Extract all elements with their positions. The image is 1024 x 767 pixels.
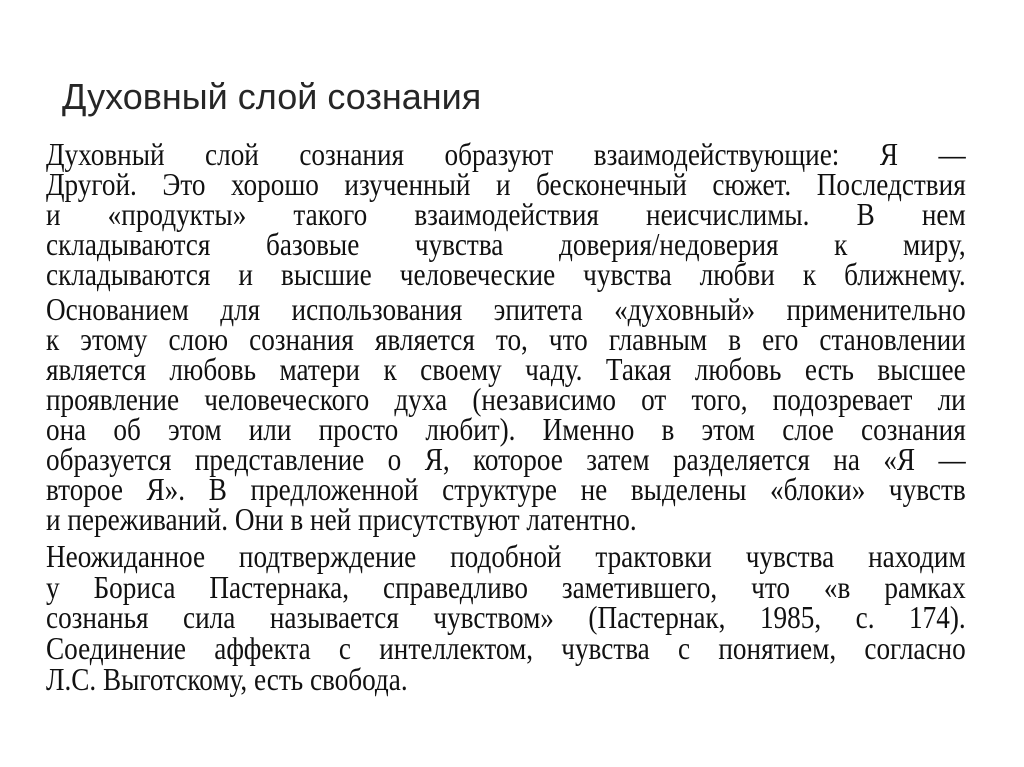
text-line: складываются базовые чувства доверия/недоверия к миру, xyxy=(46,226,966,262)
text-line: проявление человеческого духа (независимо от того, подозревает ли xyxy=(46,381,966,417)
text-line: складываются и высшие человеческие чувства любви к ближнему. xyxy=(46,256,966,292)
text-line: Основанием для использования эпитета «духовный» применительно xyxy=(46,291,966,327)
text-line: она об этом или просто любит). Именно в этом слое сознания xyxy=(46,411,966,447)
text-line: второе Я». В предложенной структуре не выделены «блоки» чувств xyxy=(46,471,966,507)
paragraph-2 xyxy=(46,291,966,537)
text-line: Соединение аффекта с интеллектом, чувства с понятием, согласно xyxy=(46,630,966,667)
text-line: Духовный слой сознания образуют взаимодействующие: Я — xyxy=(46,136,966,172)
text-line: и переживаний. Они в ней присутствуют латентно. xyxy=(46,501,637,537)
slide-title: Духовный слой сознания xyxy=(62,76,482,117)
text-line: является любовь матери к своему чаду. Такая любовь есть высшее xyxy=(46,351,966,387)
text-line: Другой. Это хорошо изученный и бесконечный сюжет. Последствия xyxy=(46,166,966,202)
text-line: и «продукты» такого взаимодействия неисчислимы. В нем xyxy=(46,196,966,232)
text-line: к этому слою сознания является то, что главным в его становлении xyxy=(46,321,966,357)
paragraph-3 xyxy=(46,538,966,697)
text-line: у Бориса Пастернака, справедливо заметившего, что «в рамках xyxy=(46,568,966,605)
text-line: Неожиданное подтверждение подобной трактовки чувства находим xyxy=(46,538,966,574)
text-line: сознанья сила называется чувством» (Пастернак, 1985, с. 174). xyxy=(46,599,966,636)
text-line: образуется представление о Я, которое затем разделяется на «Я — xyxy=(46,441,966,477)
paragraph-1 xyxy=(46,136,966,292)
text-line: Л.С. Выготскому, есть свобода. xyxy=(46,660,408,697)
